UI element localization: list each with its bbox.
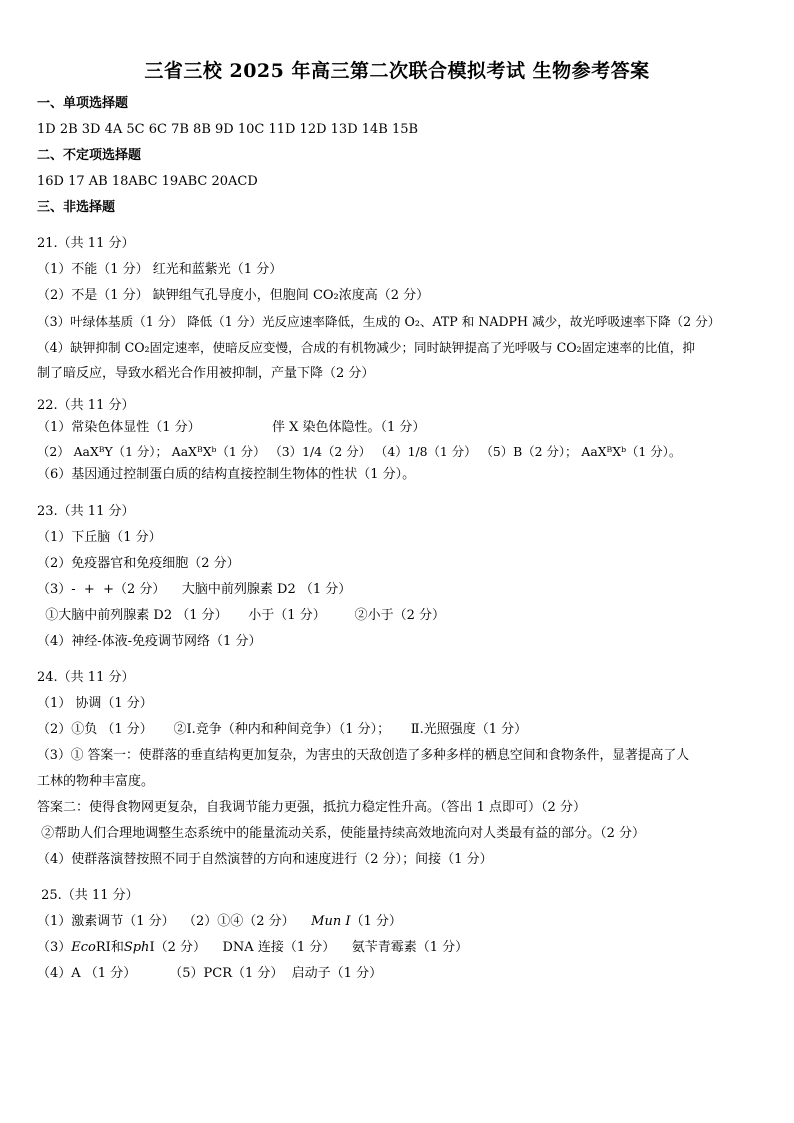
q22-line-3: （6）基因通过控制蛋白质的结构直接控制生物体的性状（1 分）。 <box>37 467 416 482</box>
section-non-choice: 三、非选择题 <box>37 200 116 215</box>
q24-line-5: ②帮助人们合理地调整生态系统中的能量流动关系，使能量持续高效地流向对人类最有益的部分。（2 分） <box>37 826 646 841</box>
q25-line-1 <box>37 913 761 931</box>
q25-enzyme-sph: Sph <box>123 940 150 955</box>
q24-line-3a: （3）① 答案一：使群落的垂直结构更加复杂，为害虫的天敌创造了多种多样的栖息空间和食物条件，显著提高了人 <box>37 748 690 763</box>
q25-line-1c: （1 分） <box>350 914 402 929</box>
q21-line-2: （2）不是（1 分） 缺钾组气孔导度小，但胞间 CO₂浓度高（2 分） <box>37 288 430 303</box>
q24-line-4: 答案二：使得食物网更复杂，自我调节能力更强，抵抗力稳定性升高。（答出 1 点即可）（2 分） <box>37 800 586 815</box>
q24-line-3b: 工林的物种丰富度。 <box>37 774 155 789</box>
q22-line-1a: （1）常染色体显性（1 分） <box>37 420 201 435</box>
q25-enzyme-mun: Mun Ⅰ <box>311 914 351 929</box>
q21-line-3: （3）叶绿体基质（1 分） 降低（1 分）光反应速率降低，生成的 O₂、ATP 和 NADPH 减少，故光呼吸速率下降（2 分） <box>37 314 721 329</box>
q23-line-3: （3）- + +（2 分） 大脑中前列腺素 D2 （1 分） <box>37 582 352 597</box>
q25-line-1a: （1）激素调节（1 分） （2）①④（2 分） <box>37 914 312 929</box>
q25-line-2a: （3） <box>37 940 72 955</box>
q24-line-6: （4）使群落演替按照不同于自然演替的方向和速度进行（2 分）；间接（1 分） <box>37 852 493 867</box>
q21-line-4b: 制了暗反应，导致水稻光合作用被抑制，产量下降（2 分） <box>37 366 375 381</box>
q22-heading: 22.（共 11 分） <box>37 398 135 413</box>
q23-line-5: （4）神经-体液-免疫调节网络（1 分） <box>37 634 262 649</box>
q22-line-1b: 伴 X 染色体隐性。（1 分） <box>272 420 426 435</box>
q25-line-3: （4）A （1 分） （5）PCR（1 分） 启动子（1 分） <box>37 966 383 981</box>
q24-heading: 24.（共 11 分） <box>37 670 135 685</box>
q25-line-2e: Ⅰ（2 分） DNA 连接（1 分） 氨苄青霉素（1 分） <box>149 940 469 955</box>
q24-line-2: （2）①负 （1 分） ②Ⅰ.竞争（种内和种间竞争）（1 分）； Ⅱ.光照强度（1 分） <box>37 722 528 737</box>
q21-line-4a: （4）缺钾抑制 CO₂固定速率，使暗反应变慢，合成的有机物减少；同时缺钾提高了光呼吸与 CO₂固定速率的比值，抑 <box>37 340 695 355</box>
q22-line-2: （2） AaXᴮY（1 分）； AaXᴮXᵇ（1 分） （3）1/4（2 分） （4）1/8（1 分） （5）B（2 分）； AaXᴮXᵇ（1 分）。 <box>37 444 682 459</box>
q23-line-2: （2）免疫器官和免疫细胞（2 分） <box>37 556 240 571</box>
multi-choice-answers: 16D 17 AB 18ABC 19ABC 20ACD <box>37 174 258 189</box>
q23-line-4: ①大脑中前列腺素 D2 （1 分） 小于（1 分） ②小于（2 分） <box>37 608 446 623</box>
q25-heading: 25.（共 11 分） <box>37 888 139 903</box>
section-single-choice: 一、单项选择题 <box>37 96 129 111</box>
q24-line-1: （1） 协调（1 分） <box>37 696 153 711</box>
page-title: 三省三校 2025 年高三第二次联合模拟考试 生物参考答案 <box>144 60 650 82</box>
section-multi-choice: 二、不定项选择题 <box>37 148 142 163</box>
q25-enzyme-eco: Eco <box>71 940 96 955</box>
q25-line-2c: RⅠ和 <box>95 940 124 955</box>
q23-heading: 23.（共 11 分） <box>37 504 135 519</box>
q21-line-1: （1）不能（1 分） 红光和蓝紫光（1 分） <box>37 262 283 277</box>
q21-heading: 21.（共 11 分） <box>37 236 135 251</box>
q25-line-2 <box>37 939 761 957</box>
single-choice-answers: 1D 2B 3D 4A 5C 6C 7B 8B 9D 10C 11D 12D 13D 14B 15B <box>37 122 419 137</box>
q23-line-1: （1）下丘脑（1 分） <box>37 530 162 545</box>
